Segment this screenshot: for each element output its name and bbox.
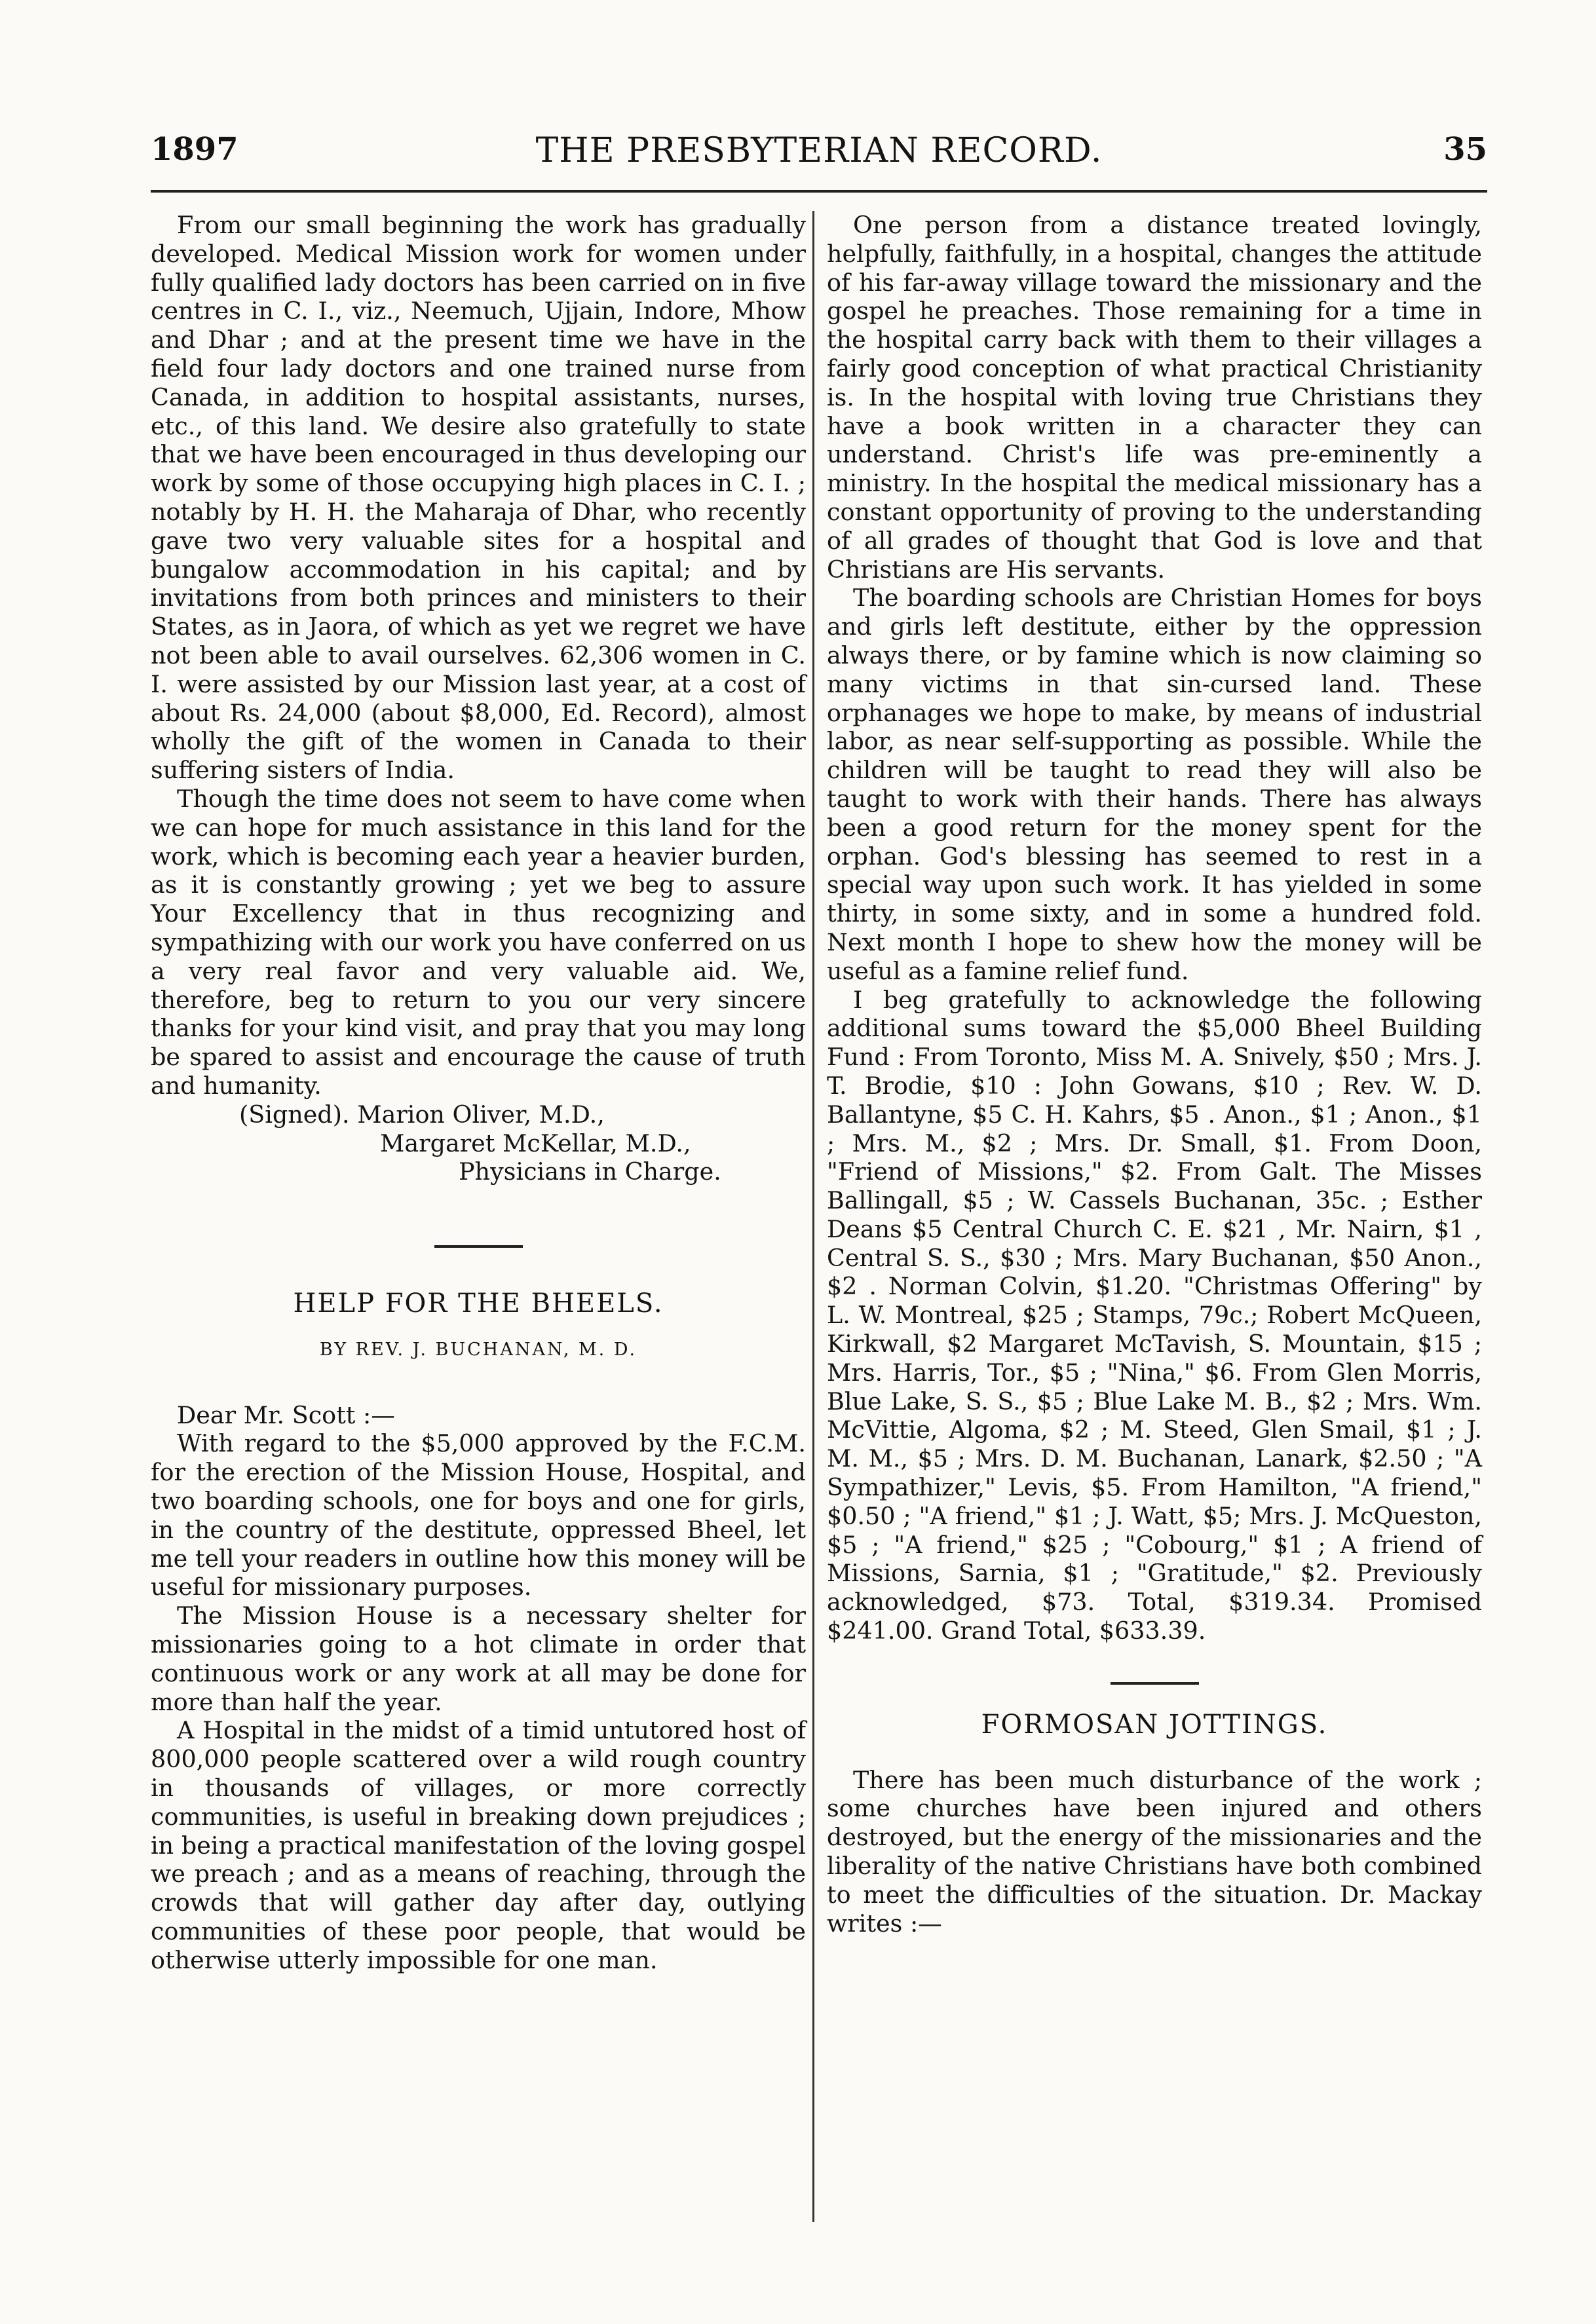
donations-paragraph: I beg gratefully to acknowledge the following additional sums toward the $5,000 Bheel Building Fund : From Toronto, Miss M. A. Snively, $50 ; Mrs. J. T. Brodie, $10 : John Gowans, $10 ; Rev. W. D. Ballantyne, $5 C. H. Kahrs, $5 . Anon., $1 ; Anon., $1 ; Mrs. M., $2 ; Mrs. Dr. Small, $1. From Doon, "Friend of Missions," $2. From Galt. The Misses Ballingall, $5 ; W. Cassels Buchanan, 35c. ; Esther Deans $5 Central Church C. E. $21 , Mr. Nairn, $1 , Central S. S., $30 ; Mrs. Mary Buchanan, $50 Anon., $2 . Norman Colvin, $1.20. "Christmas Offering" by L. W. Montreal, $25 ; Stamps, 79c.; Robert McQueen, Kirkwall, $2 Margaret McTavish, S. Mountain, $15 ; Mrs. Harris, Tor., $5 ; "Nina," $6. From Glen Morris, Blue Lake, S. S., $5 ; Blue Lake M. B., $2 ; Mrs. Wm. McVittie, Algoma, $2 ; M. Steed, Glen Smail, $1 ; J. M. M., $5 ; Mrs. D. M. Buchanan, Lanark, $2.50 ; "A Sympathizer," Levis, $5. From Hamilton, "A friend," $0.50 ; "A friend," $1 ; J. Watt, $5; Mrs. J. McQueston, $5 ; "A friend," $25 ; "Cobourg," $1 ; A friend of Missions, Sarnia, $1 ; "Gratitude," $2. Previously acknowledged, $73. Total, $319.34. Promised $241.00. Grand Total, $633.39. — [827, 985, 1482, 1645]
section-heading: FORMOSAN JOTTINGS. — [981, 1709, 1328, 1740]
page-header — [151, 131, 1487, 183]
section-divider — [1111, 1682, 1199, 1685]
article-paragraph: From our small beginning the work has gradually developed. Medical Mission work for women under fully qualified lady doctors has been carried on in five centres in C. I., viz., Neemuch, Ujjain, Indore, Mhow and Dhar ; and at the present time we have in the field four lady doctors and one trained nurse from Canada, in addition to hospital assistants, nurses, etc., of this land. We desire also gratefully to state that we have been encouraged in thus developing our work by some of those occupying high places in C. I. ; notably by H. H. the Maharaja of Dhar, who recently gave two very valuable sites for a hospital and bungalow accommodation in his capital; and by invitations from both princes and ministers to their States, as in Jaora, of which as yet we regret we have not been able to avail ourselves. 62,306 women in C. I. were assisted by our Mission last year, at a cost of about Rs. 24,000 (about $8,000, Ed. Record), almost wholly the gift of the women in Canada to their suffering sisters of India. — [151, 211, 806, 785]
article-paragraph: Though the time does not seem to have come when we can hope for much assistance in this land for the work, which is becoming each year a heavier burden, as it is constantly growing ; yet we beg to assure Your Excellency that in thus recognizing and sympathizing with our work you have conferred on us a very real favor and very valuable aid. We, therefore, beg to return to you our very sincere thanks for your kind visit, and pray that you may long be spared to assist and encourage the cause of truth and humanity. — [151, 784, 806, 1100]
column-divider — [812, 211, 814, 2222]
article-paragraph: The boarding schools are Christian Homes for boys and girls left destitute, either by the oppression always there, or by famine which is now claiming so many victims in that sin-cursed land. These orphanages we hope to make, by means of industrial labor, as near self-supporting as possible. While the children will be taught to read they will also be taught to work with their hands. There has always been a good return for the money spent for the orphan. God's blessing has seemed to rest in a special way upon such work. It has yielded in some thirty, in some sixty, and in some a hundred fold. Next month I hope to shew how the money will be useful as a famine relief fund. — [827, 584, 1482, 985]
article-paragraph: One person from a distance treated lovingly, helpfully, faithfully, in a hospital, changes the attitude of his far-away village toward the missionary and the gospel he preaches. Those remaining for a time in the hospital carry back with them to their villages a fairly good conception of what practical Christianity is. In the hospital with loving true Christians they have a book written in a character they can understand. Christ's life was pre-eminently a ministry. In the hospital the medical missionary has a constant opportunity of proving to the understanding of all grades of thought that God is love and that Christians are His servants. — [827, 211, 1482, 584]
byline: BY REV. J. BUCHANAN, M. D. — [319, 1339, 637, 1360]
letter-greeting: Dear Mr. Scott :— — [177, 1400, 395, 1429]
article-paragraph: There has been much disturbance of the work ; some churches have been injured and others destroyed, but the energy of the missionaries and the liberality of the native Christians have both combined to meet the difficulties of the situation. Dr. Mackay writes :— — [827, 1765, 1482, 1938]
header-year: 1897 — [151, 131, 238, 168]
section-divider — [434, 1245, 523, 1248]
section-heading: HELP FOR THE BHEELS. — [293, 1288, 664, 1319]
signature-line: Margaret McKellar, M.D., — [380, 1129, 691, 1157]
signature-line: (Signed). Marion Oliver, M.D., — [239, 1100, 605, 1129]
publication-title: THE PRESBYTERIAN RECORD. — [535, 131, 1103, 170]
page-number: 35 — [1443, 131, 1487, 168]
article-paragraph: A Hospital in the midst of a timid untutored host of 800,000 people scattered over a wild rough country in thousands of villages, or more correctly communities, is useful in breaking down prejudices ; in being a practical manifestation of the loving gospel we preach ; and as a means of reaching, through the crowds that will gather day after day, outlying communities of these poor people, that would be otherwise utterly impossible for one man. — [151, 1716, 806, 1974]
signature-block — [151, 1100, 806, 1186]
article-paragraph: The Mission House is a necessary shelter for missionaries going to a hot climate in order that continuous work or any work at all may be done for more than half the year. — [151, 1602, 806, 1716]
right-column — [827, 211, 1482, 1938]
header-rule — [151, 190, 1487, 193]
left-column — [151, 211, 806, 1975]
article-paragraph: With regard to the $5,000 approved by the F.C.M. for the erection of the Mission House, Hospital, and two boarding schools, one for boys and one for girls, in the country of the destitute, oppressed Bheel, let me tell your readers in outline how this money will be useful for missionary purposes. — [151, 1429, 806, 1602]
signature-line: Physicians in Charge. — [459, 1157, 721, 1186]
